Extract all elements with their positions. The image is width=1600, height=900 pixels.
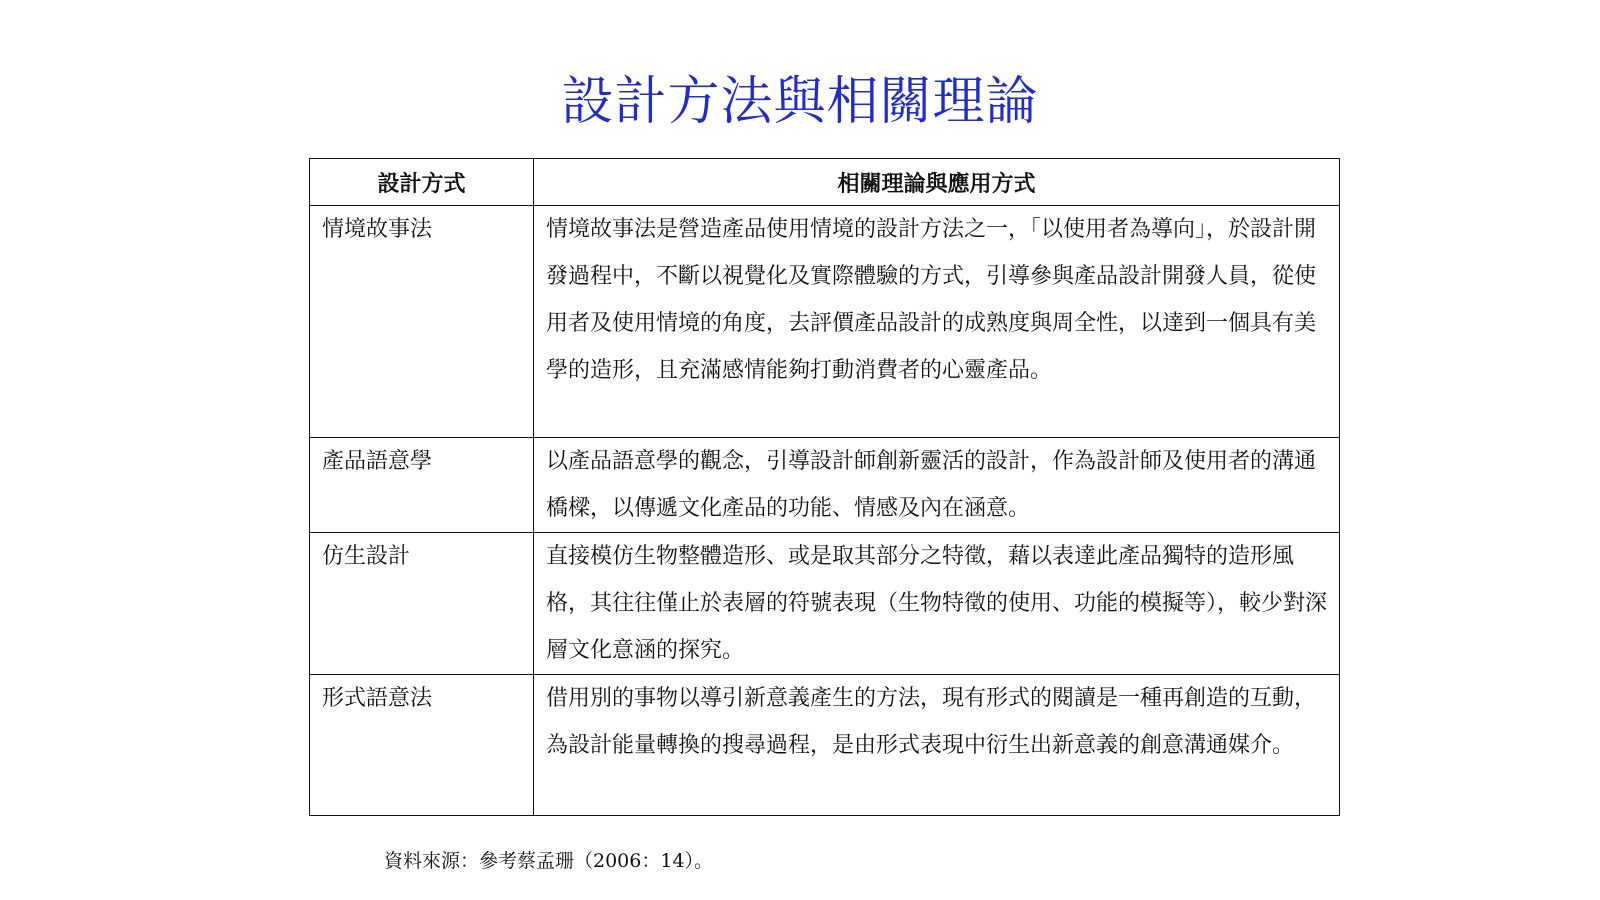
method-cell: 產品語意學 [310, 438, 534, 533]
table-row [310, 675, 1340, 816]
column-header-description: 相關理論與應用方式 [534, 159, 1340, 206]
table-header-row [310, 159, 1340, 206]
page-title: 設計方法與相關理論 [561, 72, 1039, 132]
theory-table [309, 158, 1340, 816]
column-header-method: 設計方式 [310, 159, 534, 206]
source-note: 資料來源：參考蔡孟珊（2006：14）。 [384, 850, 714, 872]
method-cell: 形式語意法 [310, 675, 534, 816]
table-row [310, 533, 1340, 675]
table-row [310, 206, 1340, 438]
description-cell: 情境故事法是營造產品使用情境的設計方法之一，「以使用者為導向」，於設計開發過程中，不斷以視覺化及實際體驗的方式，引導參與產品設計開發人員，從使用者及使用情境的角度，去評價產品設計的成熟度與周全性，以達到一個具有美學的造形，且充滿感情能夠打動消費者的心靈產品。 [534, 206, 1340, 438]
method-cell: 情境故事法 [310, 206, 534, 438]
description-cell: 借用別的事物以導引新意義產生的方法，現有形式的閱讀是一種再創造的互動，為設計能量轉換的搜尋過程，是由形式表現中衍生出新意義的創意溝通媒介。 [534, 675, 1340, 816]
description-cell: 直接模仿生物整體造形、或是取其部分之特徵，藉以表達此產品獨特的造形風格，其往往僅止於表層的符號表現（生物特徵的使用、功能的模擬等），較少對深層文化意涵的探究。 [534, 533, 1340, 675]
description-cell: 以產品語意學的觀念，引導設計師創新靈活的設計，作為設計師及使用者的溝通橋樑，以傳遞文化產品的功能、情感及內在涵意。 [534, 438, 1340, 533]
table-row [310, 438, 1340, 533]
method-cell: 仿生設計 [310, 533, 534, 675]
